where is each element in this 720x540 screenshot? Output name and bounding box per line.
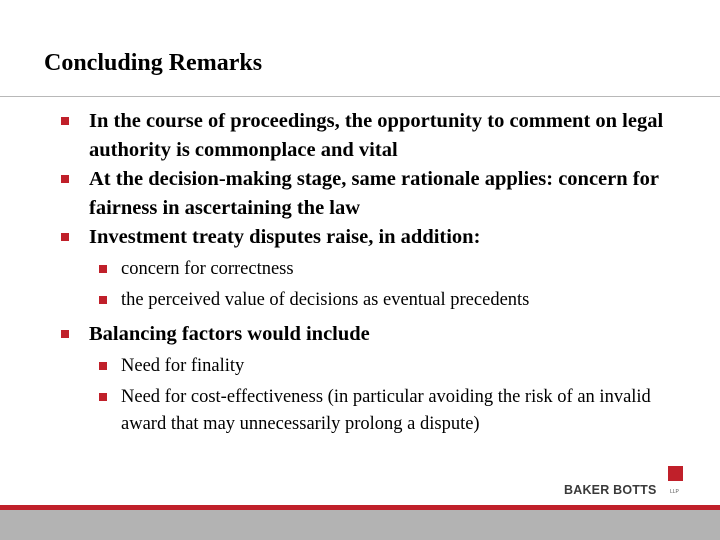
- bullet-square-icon: [99, 265, 107, 273]
- bullet-square-icon: [61, 117, 69, 125]
- sub-bullet-text: the perceived value of decisions as eventual precedents: [121, 290, 530, 310]
- sub-bullet-item: [0, 353, 720, 380]
- title-divider: [0, 96, 720, 97]
- logo-suffix: LLP: [670, 489, 679, 495]
- logo-name: BAKER BOTTS: [564, 483, 657, 497]
- sub-bullet-text: concern for correctness: [121, 259, 294, 279]
- bullet-square-icon: [61, 330, 69, 338]
- slide-title: Concluding Remarks: [44, 50, 263, 76]
- sub-bullet-text: Need for cost-effectiveness (in particular avoiding the risk of an invalid award that may unnecessarily prolong a dispute): [121, 387, 651, 434]
- bullet-text: In the course of proceedings, the opportunity to comment on legal authority is commonplace and vital: [89, 110, 664, 161]
- sub-bullet-text: Need for finality: [121, 356, 245, 376]
- bullet-square-icon: [99, 393, 107, 401]
- bullet-text: Balancing factors would include: [89, 323, 370, 345]
- sub-bullet-item: [0, 287, 720, 314]
- bullet-square-icon: [61, 233, 69, 241]
- slide-content: [0, 107, 720, 438]
- bullet-square-icon: [61, 175, 69, 183]
- bullet-square-icon: [99, 362, 107, 370]
- bullet-item: [0, 107, 720, 165]
- bullet-item: [0, 223, 720, 252]
- logo-square-icon: [668, 466, 683, 481]
- bullet-square-icon: [99, 296, 107, 304]
- sub-bullet-item: [0, 384, 720, 438]
- footer-band: [0, 510, 720, 540]
- baker-botts-logo: [564, 466, 684, 500]
- bullet-item: [0, 320, 720, 349]
- bullet-text: At the decision-making stage, same rationale applies: concern for fairness in ascertaining the law: [89, 168, 659, 219]
- bullet-text: Investment treaty disputes raise, in addition:: [89, 226, 481, 248]
- sub-bullet-item: [0, 256, 720, 283]
- bullet-item: [0, 165, 720, 223]
